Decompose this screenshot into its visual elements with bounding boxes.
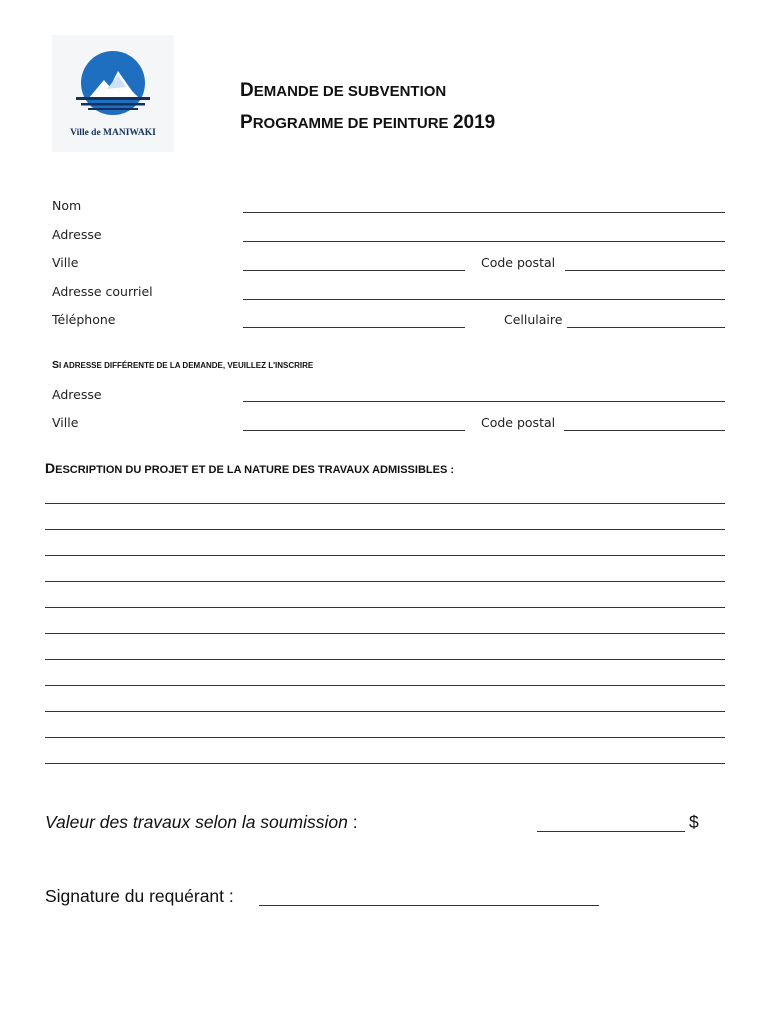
adresse-field[interactable] [243,241,725,242]
alt-adresse-field[interactable] [243,401,725,402]
alt-code-postal-field[interactable] [564,430,725,431]
logo-caption: Ville de MANIWAKI [70,128,156,138]
description-heading: DESCRIPTION DU PROJET ET DE LA NATURE DES TRAVAUX ADMISSIBLES : [45,460,455,476]
form-title-line2: PROGRAMME DE PEINTURE 2019 [240,112,496,133]
telephone-label: Téléphone [52,312,116,327]
code-postal-label: Code postal [481,255,556,270]
cellulaire-field[interactable] [567,327,725,328]
description-line[interactable] [45,711,725,712]
valeur-field[interactable] [537,831,685,832]
signature-field[interactable] [259,905,599,906]
courriel-label: Adresse courriel [52,284,153,299]
ville-de-maniwaki-logo [52,35,174,152]
description-line[interactable] [45,633,725,634]
form-title-line1: DEMANDE DE SUBVENTION [240,80,447,101]
description-line[interactable] [45,607,725,608]
alt-code-postal-label: Code postal [481,415,556,430]
alt-ville-label: Ville [52,415,79,430]
alt-ville-field[interactable] [243,430,465,431]
description-line[interactable] [45,529,725,530]
alt-address-heading: SI ADRESSE DIFFÉRENTE DE LA DEMANDE, VEUILLEZ L'INSCRIRE [52,359,314,371]
description-line[interactable] [45,763,725,764]
description-line[interactable] [45,581,725,582]
description-line[interactable] [45,659,725,660]
telephone-field[interactable] [243,327,465,328]
alt-adresse-label: Adresse [52,387,102,402]
currency-symbol: $ [689,812,699,832]
description-line[interactable] [45,503,725,504]
nom-field[interactable] [243,212,725,213]
description-line[interactable] [45,737,725,738]
description-line[interactable] [45,555,725,556]
code-postal-field[interactable] [565,270,725,271]
valeur-label: Valeur des travaux selon la soumission : [45,812,358,832]
description-line[interactable] [45,685,725,686]
nom-label: Nom [52,198,82,213]
signature-label: Signature du requérant : [45,886,234,906]
cellulaire-label: Cellulaire [504,312,563,327]
courriel-field[interactable] [243,299,725,300]
adresse-label: Adresse [52,227,102,242]
ville-label: Ville [52,255,79,270]
ville-field[interactable] [243,270,465,271]
